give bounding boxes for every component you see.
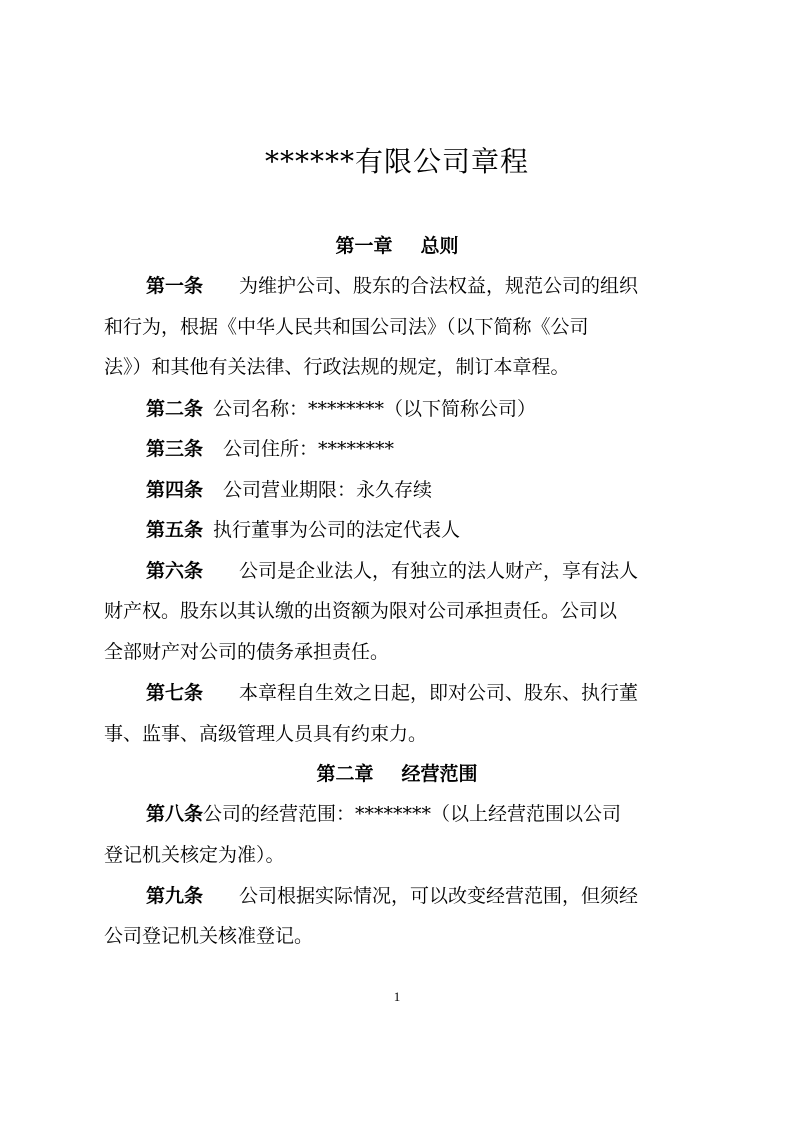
chapter-heading-2 xyxy=(0,760,794,788)
article-text: 公司是企业法人，有独立的法人财产，享有法人 xyxy=(239,560,639,582)
article-text: 公司根据实际情况，可以改变经营范围，但须经 xyxy=(239,885,639,907)
chapter-label: 第一章 xyxy=(335,235,393,257)
article-1-line-2: 和行为，根据《中华人民共和国公司法》（以下简称《公司 xyxy=(104,316,589,338)
article-3-line-1 xyxy=(146,435,694,463)
article-1-line-1 xyxy=(146,272,694,300)
article-number: 第六条 xyxy=(146,560,204,582)
chapter-label: 第二章 xyxy=(316,763,374,785)
article-9-line-2: 公司登记机关核准登记。 xyxy=(104,925,314,947)
article-9-line-1 xyxy=(146,882,694,910)
chapter-name: 经营范围 xyxy=(401,763,478,785)
article-8-line-2: 登记机关核定为准）。 xyxy=(104,844,285,866)
article-number: 第五条 xyxy=(146,519,204,541)
document-title: ******有限公司章程 xyxy=(264,145,529,178)
article-text: 本章程自生效之日起，即对公司、股东、执行董 xyxy=(239,682,639,704)
article-6-line-2: 财产权。股东以其认缴的出资额为限对公司承担责任。公司以 xyxy=(104,600,618,622)
article-number: 第四条 xyxy=(146,479,204,501)
article-text: 公司营业期限：永久存续 xyxy=(223,479,433,501)
article-number: 第九条 xyxy=(146,885,204,907)
article-6-line-1 xyxy=(146,557,694,585)
chapter-heading-1 xyxy=(0,232,794,260)
article-1-line-3: 法》）和其他有关法律、行政法规的规定，制订本章程。 xyxy=(104,356,570,378)
article-number: 第三条 xyxy=(146,438,204,460)
article-5-line-1 xyxy=(146,516,694,544)
article-7-line-2: 事、监事、高级管理人员具有约束力。 xyxy=(104,723,428,745)
article-2-line-1 xyxy=(146,395,694,423)
article-text: 公司名称：********（以下简称公司） xyxy=(213,398,537,420)
article-6-line-3: 全部财产对公司的债务承担责任。 xyxy=(104,641,390,663)
article-number: 第七条 xyxy=(146,682,204,704)
article-number: 第八条 xyxy=(146,803,204,825)
page-number: 1 xyxy=(393,989,401,1004)
chapter-name: 总则 xyxy=(420,235,459,257)
article-text: 为维护公司、股东的合法权益，规范公司的组织 xyxy=(239,275,639,297)
article-number: 第一条 xyxy=(146,275,204,297)
article-text: 公司的经营范围：********（以上经营范围以公司 xyxy=(203,803,622,825)
article-8-line-1 xyxy=(146,800,694,828)
article-text: 公司住所：******** xyxy=(223,438,395,460)
article-text: 执行董事为公司的法定代表人 xyxy=(213,519,461,541)
article-7-line-1 xyxy=(146,679,694,707)
article-4-line-1 xyxy=(146,476,694,504)
article-number: 第二条 xyxy=(146,398,204,420)
